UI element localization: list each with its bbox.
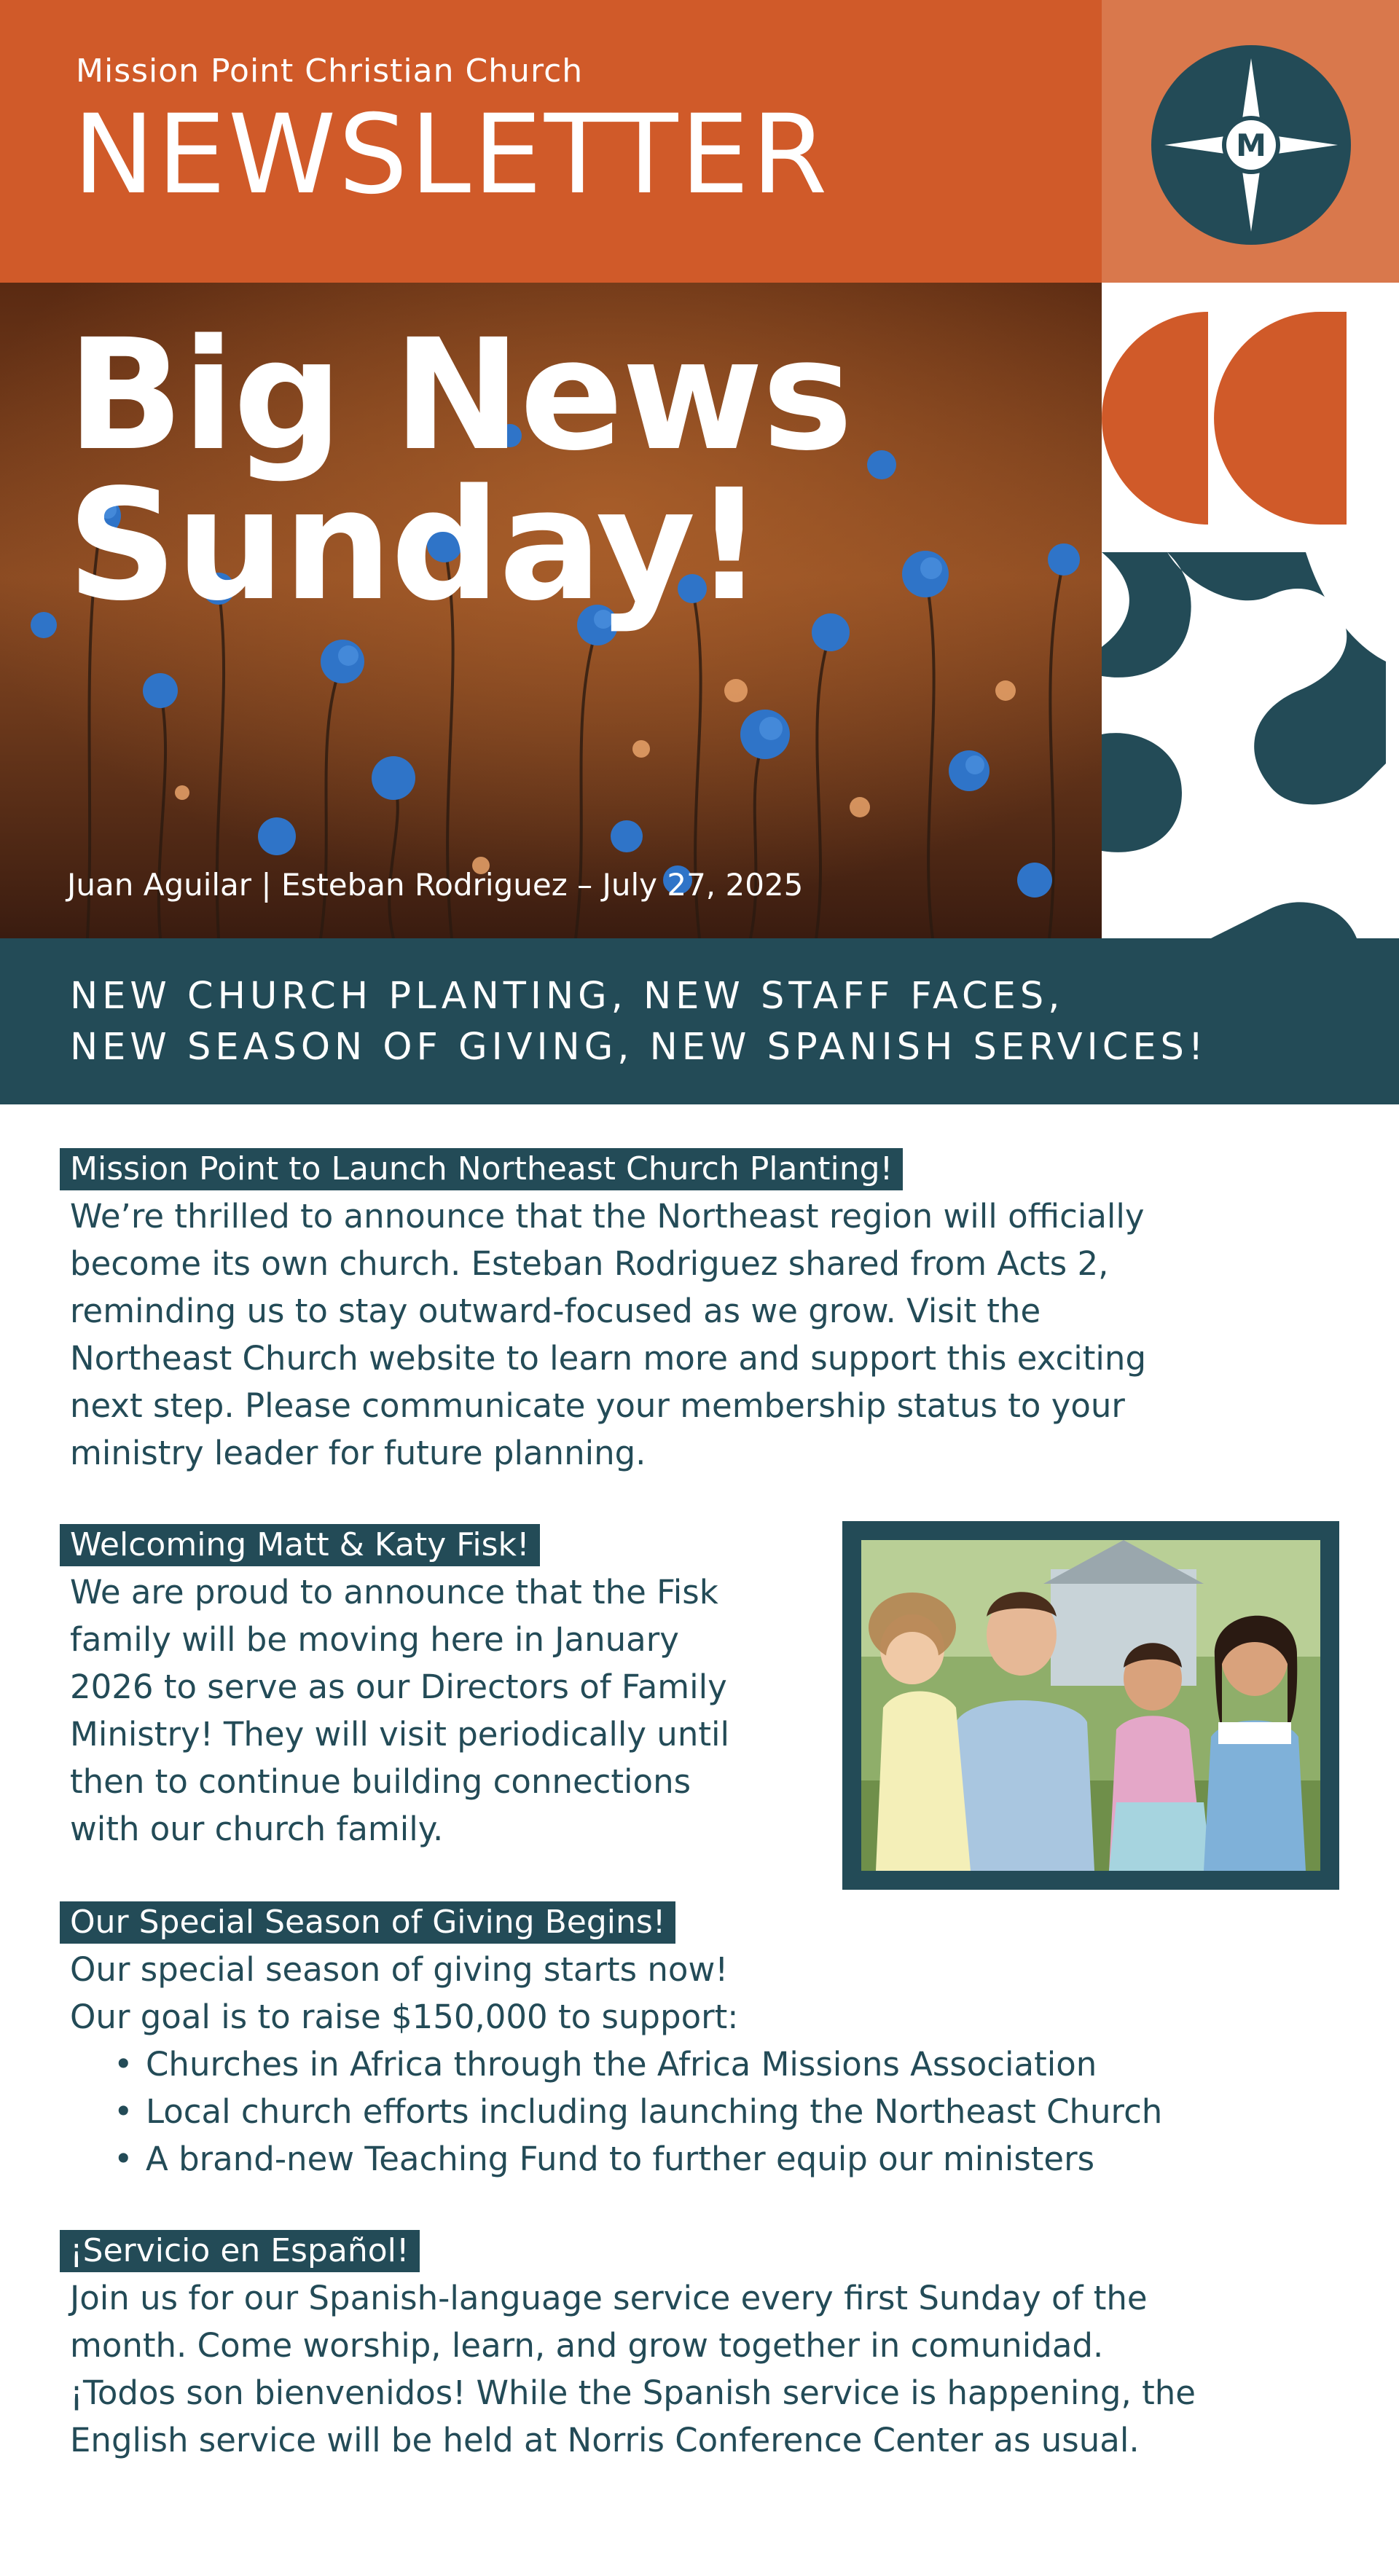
family-photo-frame xyxy=(842,1521,1339,1890)
body-line: Our special season of giving starts now! xyxy=(70,1950,729,1989)
body-line: We are proud to announce that the Fisk xyxy=(70,1573,718,1611)
section-body-spanish xyxy=(70,2274,1196,2464)
body-line: Northeast Church website to learn more and support this exciting xyxy=(70,1339,1147,1378)
body-line: We’re thrilled to announce that the Northeast region will officially xyxy=(70,1197,1145,1236)
headline-banner xyxy=(0,938,1399,1104)
family-photo xyxy=(861,1540,1320,1871)
body-line: ¡Todos son bienvenidos! While the Spanish service is happening, the xyxy=(70,2373,1196,2412)
decorative-shapes xyxy=(1102,283,1399,938)
body-line: Our goal is to raise $150,000 to support: xyxy=(70,1998,739,2036)
section-heading-planting: Mission Point to Launch Northeast Church Planting! xyxy=(60,1148,903,1190)
headline xyxy=(67,306,852,635)
church-name: Mission Point Christian Church xyxy=(76,52,584,90)
body-line: next step. Please communicate your membership status to your xyxy=(70,1386,1125,1425)
logo-letter: M xyxy=(1236,127,1266,163)
bullet-item: • Local church efforts including launching the Northeast Church xyxy=(146,2088,1162,2135)
banner-line-2: NEW SEASON OF GIVING, NEW SPANISH SERVICES! xyxy=(70,1026,1208,1069)
body-line: Join us for our Spanish-language service every first Sunday of the xyxy=(70,2279,1148,2317)
body-line: family will be moving here in January xyxy=(70,1620,679,1659)
bullet-item: • Churches in Africa through the Africa Missions Association xyxy=(146,2041,1162,2088)
body-line: English service will be held at Norris Conference Center as usual. xyxy=(70,2421,1140,2459)
body-line: 2026 to serve as our Directors of Family xyxy=(70,1668,727,1706)
body-line: month. Come worship, learn, and grow together in comunidad. xyxy=(70,2326,1104,2365)
section-heading-spanish: ¡Servicio en Español! xyxy=(60,2230,420,2272)
newsletter-title: NEWSLETTER xyxy=(73,92,830,219)
banner-line-1: NEW CHURCH PLANTING, NEW STAFF FACES, xyxy=(70,975,1065,1018)
section-heading-giving: Our Special Season of Giving Begins! xyxy=(60,1901,675,1944)
body-line: Ministry! They will visit periodically until xyxy=(70,1715,729,1754)
section-body-giving xyxy=(70,1946,738,2041)
body-line: then to continue building connections xyxy=(70,1762,691,1801)
body-line: with our church family. xyxy=(70,1810,444,1848)
body-line: become its own church. Esteban Rodriguez shared from Acts 2, xyxy=(70,1244,1109,1283)
section-heading-fisk: Welcoming Matt & Katy Fisk! xyxy=(60,1524,540,1566)
body-line: ministry leader for future planning. xyxy=(70,1434,646,1472)
family-photo-illustration xyxy=(861,1540,1320,1871)
byline: Juan Aguilar | Esteban Rodriguez – July 27, 2025 xyxy=(67,867,804,903)
section-body-fisk xyxy=(70,1568,729,1853)
giving-bullet-list xyxy=(146,2041,1162,2183)
bullet-item: • A brand-new Teaching Fund to further equip our ministers xyxy=(146,2135,1162,2183)
compass-logo-icon xyxy=(1151,45,1351,245)
headline-line-2: Sunday! xyxy=(67,455,763,635)
body-line: reminding us to stay outward-focused as we grow. Visit the xyxy=(70,1292,1041,1330)
section-body-planting xyxy=(70,1193,1146,1477)
headline-line-1: Big News xyxy=(67,306,852,484)
